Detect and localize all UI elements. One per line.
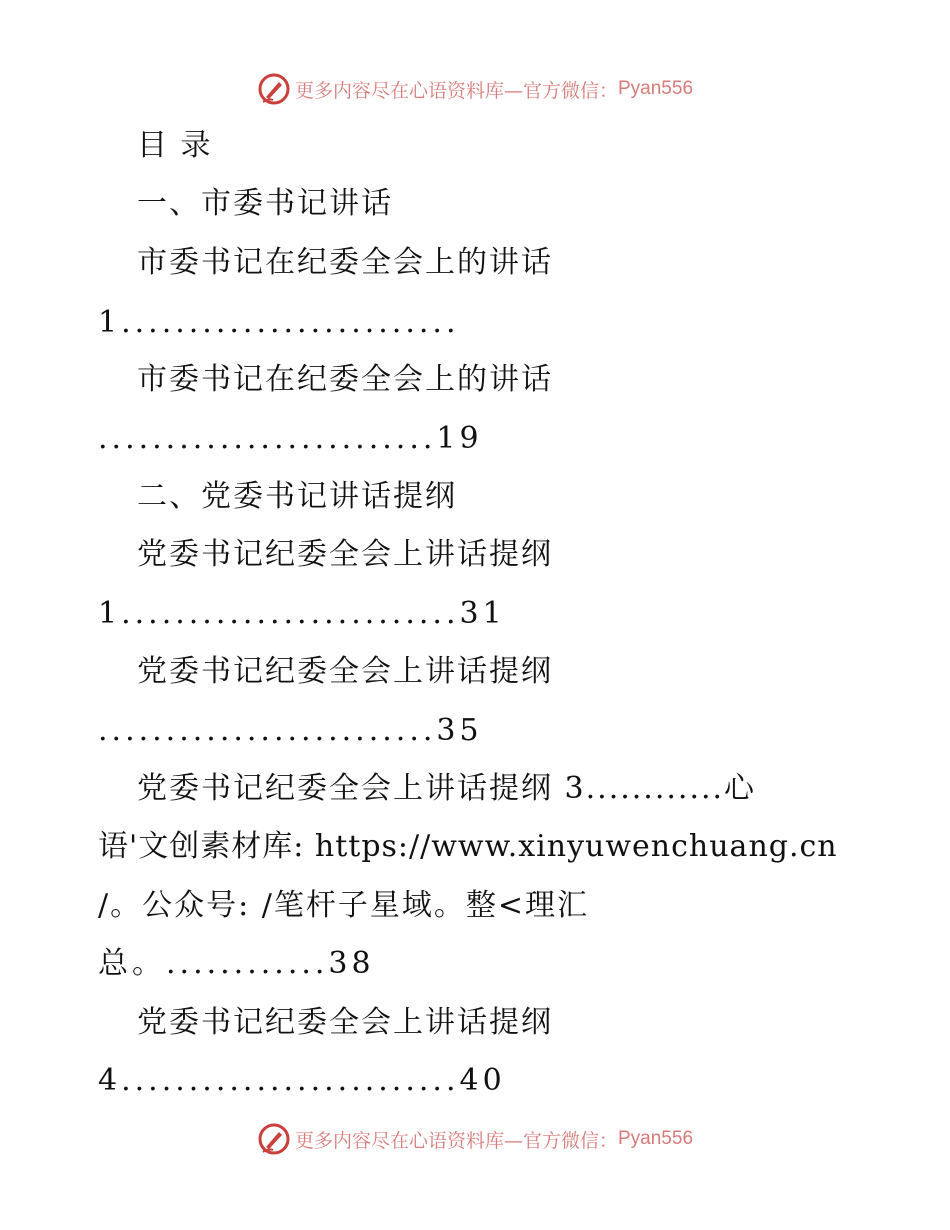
toc-entry-title: 党委书记纪委全会上讲话提纲: [137, 1005, 553, 1040]
toc-entry-leader: .........................19: [98, 421, 483, 456]
toc-entry-title: 党委书记纪委全会上讲话提纲: [137, 654, 553, 689]
toc-entry-title: 党委书记纪委全会上讲话提纲: [137, 537, 553, 572]
toc-entry-continuation: 语'文创素材库: https://www.xinyuwenchuang.cn: [98, 829, 838, 864]
toc-section-heading: 一、市委书记讲话: [137, 186, 393, 221]
header-watermark-wechat: Pyan556: [618, 78, 694, 99]
pen-logo-icon: [257, 1122, 291, 1156]
toc-entry-leader: 4.........................40: [98, 1063, 506, 1098]
toc-entry-title: 市委书记在纪委全会上的讲话: [137, 245, 553, 280]
toc-entry-leader: 1.........................31: [98, 596, 506, 631]
header-watermark: [0, 72, 950, 106]
toc-section-heading: 二、党委书记讲话提纲: [137, 479, 457, 514]
toc-entry-leader: .........................35: [98, 713, 483, 748]
toc-title: 目 录: [137, 128, 213, 163]
footer-watermark-text: 更多内容尽在心语资料库—官方微信：: [294, 1129, 618, 1152]
pen-logo-icon: [257, 72, 291, 106]
toc-entry-title: 党委书记纪委全会上讲话提纲 3............心: [137, 771, 757, 806]
header-watermark-text: 更多内容尽在心语资料库—官方微信：: [294, 79, 618, 102]
footer-watermark: [0, 1122, 950, 1156]
toc-entry-leader: 1.........................: [98, 305, 460, 340]
toc-entry-title: 市委书记在纪委全会上的讲话: [137, 362, 553, 397]
toc-entry-continuation: /。公众号: /笔杆子星域。整<理汇: [98, 888, 589, 923]
toc-entry-leader: 总。............38: [98, 946, 375, 981]
footer-watermark-wechat: Pyan556: [618, 1128, 694, 1149]
